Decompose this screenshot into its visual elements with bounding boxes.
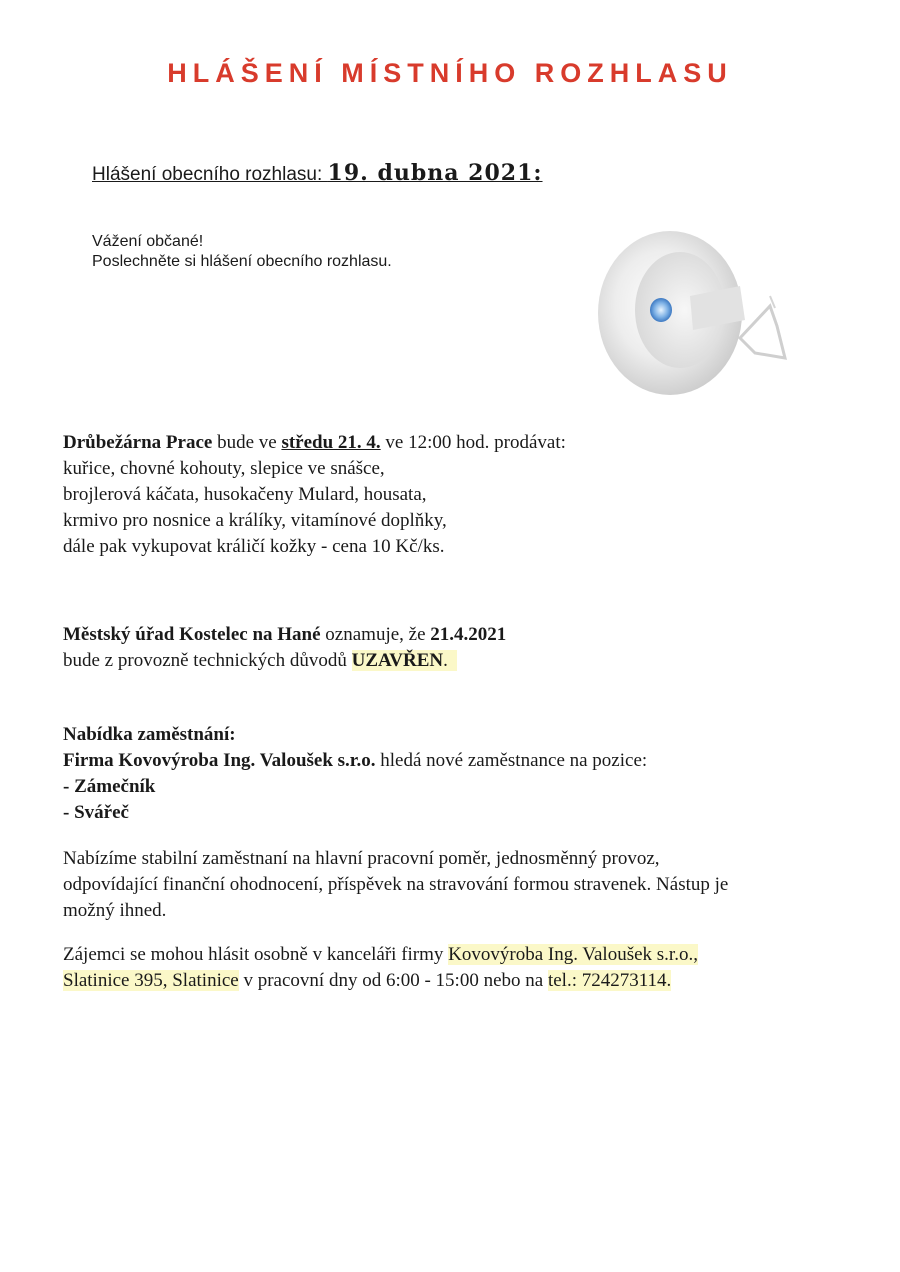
poultry-line-5: dále pak vykupovat králičí kožky - cena 10 Kč/ks. [63, 536, 445, 557]
office-text-2: bude z provozně technických důvodů [63, 650, 352, 671]
date-value: 19. dubna 2021: [327, 160, 543, 186]
office-period: . [443, 650, 448, 671]
contact-text-2: v pracovní dny od 6:00 - 15:00 nebo na [238, 970, 548, 991]
poultry-day: středu 21. 4. [281, 432, 381, 453]
poultry-line-2: kuřice, chovné kohouty, slepice ve snášce, [63, 458, 385, 479]
office-text-1: oznamuje, že [320, 624, 431, 645]
poultry-text-1: bude ve [212, 432, 282, 453]
date-label: Hlášení obecního rozhlasu: [92, 164, 328, 185]
job-offer-details [63, 846, 843, 924]
poultry-line-1 [63, 430, 683, 456]
offer-line-2: odpovídající finanční ohodnocení, příspěvek na stravování formou stravenek. Nástup je [63, 874, 729, 895]
contact-address: Slatinice 395, Slatinice [63, 970, 239, 991]
loudspeaker-icon [595, 218, 795, 418]
job-heading: Nabídka zaměstnání: [63, 724, 236, 745]
job-company-line [63, 748, 823, 774]
greeting-line-1: Vážení občané! [92, 233, 204, 250]
contact-line-2 [63, 968, 843, 994]
contact-text-1: Zájemci se mohou hlásit osobně v kanceláři firmy [63, 944, 449, 965]
job-position-1: - Zámečník [63, 776, 156, 797]
job-company: Firma Kovovýroba Ing. Valoušek s.r.o. [63, 750, 376, 771]
contact-phone: tel.: 724273114. [547, 970, 672, 991]
office-line-1 [63, 622, 683, 648]
office-date: 21.4.2021 [430, 624, 507, 645]
greeting-line-2: Poslechněte si hlášení obecního rozhlasu. [92, 253, 392, 270]
job-offer [63, 722, 823, 826]
poultry-line-4: krmivo pro nosnice a králíky, vitamínové doplňky, [63, 510, 447, 531]
office-status-highlight [352, 650, 458, 671]
job-text-1: hledá nové zaměstnance na pozice: [375, 750, 648, 771]
poultry-announcement [63, 430, 683, 560]
office-line-2 [63, 648, 683, 674]
poultry-name: Drůbežárna Prace [63, 432, 213, 453]
contact-company: Kovovýroba Ing. Valoušek s.r.o., [448, 944, 698, 965]
office-announcement [63, 622, 683, 674]
poultry-line-3: brojlerová káčata, husokačeny Mulard, housata, [63, 484, 427, 505]
office-status: UZAVŘEN [351, 650, 444, 671]
offer-line-3: možný ihned. [63, 900, 167, 921]
job-contact [63, 942, 843, 994]
office-name: Městský úřad Kostelec na Hané [63, 624, 321, 645]
job-position-2: - Svářeč [63, 802, 129, 823]
announcement-date-line [92, 160, 543, 186]
poultry-text-2: ve 12:00 hod. prodávat: [380, 432, 566, 453]
offer-line-1: Nabízíme stabilní zaměstnaní na hlavní pracovní poměr, jednosměnný provoz, [63, 848, 660, 869]
page-title: HLÁŠENÍ MÍSTNÍHO ROZHLASU [167, 58, 733, 88]
contact-line-1 [63, 942, 843, 968]
greeting [92, 232, 422, 272]
